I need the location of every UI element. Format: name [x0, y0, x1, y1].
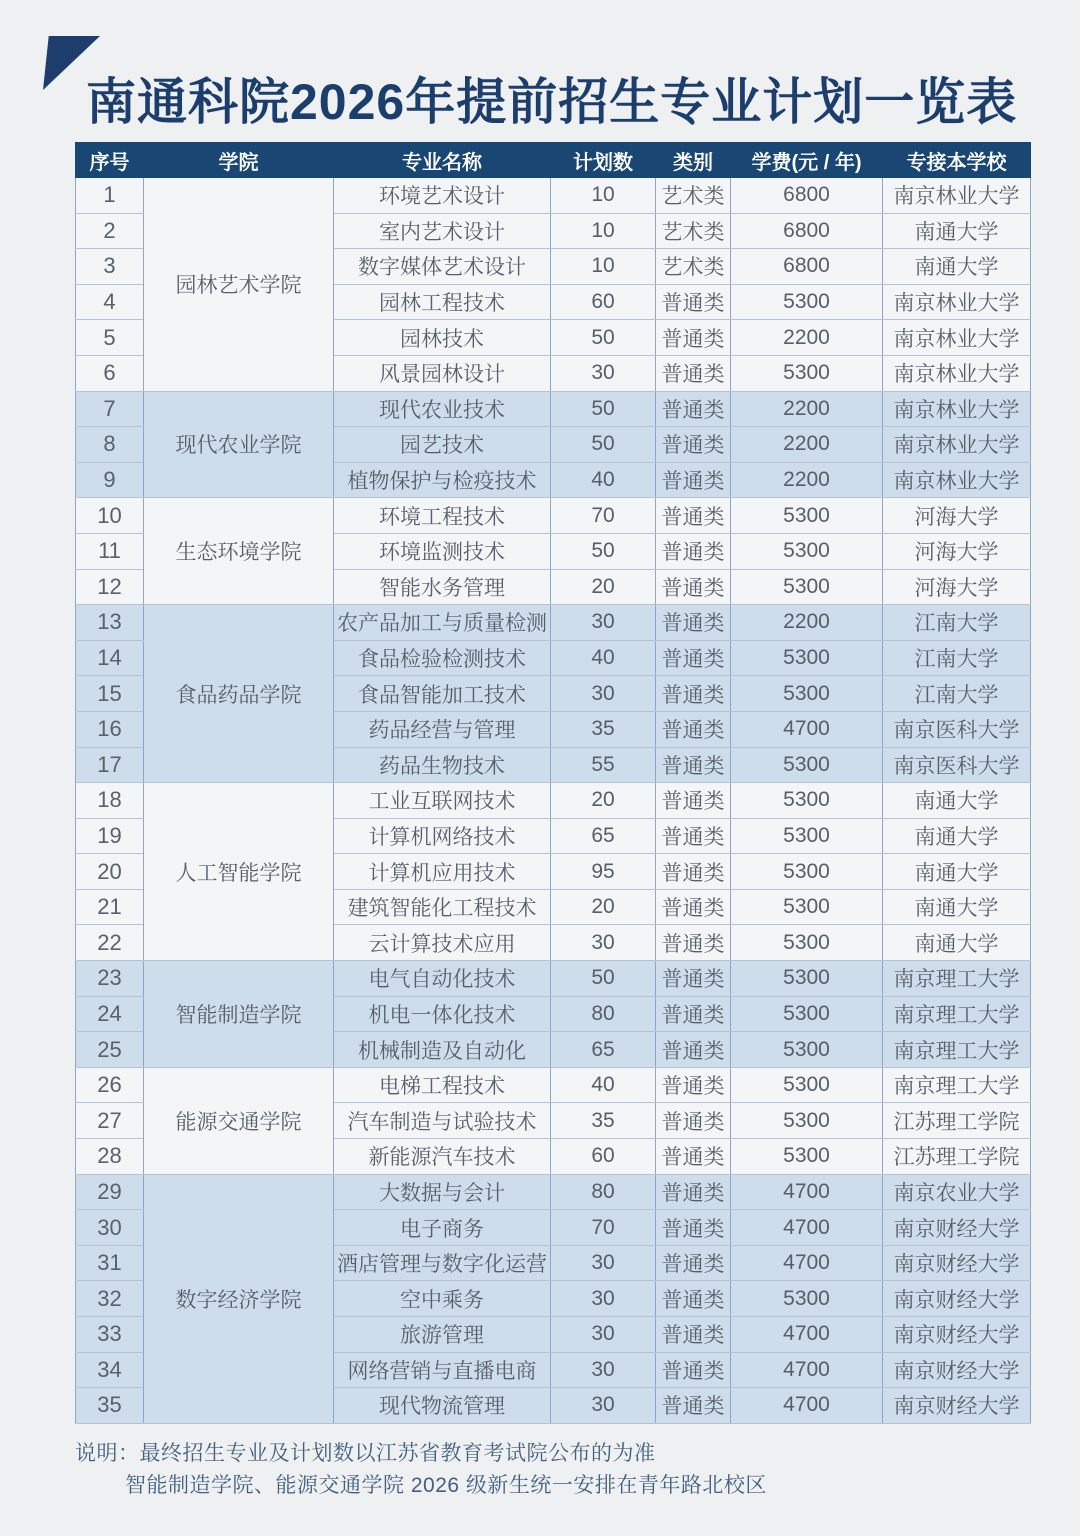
table-row	[76, 605, 1031, 641]
row-number-cell: 19	[76, 818, 144, 854]
table-row	[76, 1174, 1031, 1210]
fee-cell: 4700	[731, 711, 883, 747]
row-number-cell: 24	[76, 996, 144, 1032]
school-cell: 江南大学	[883, 640, 1031, 676]
school-cell: 南京医科大学	[883, 747, 1031, 783]
school-cell: 南京理工大学	[883, 1032, 1031, 1068]
major-cell: 电梯工程技术	[334, 1067, 551, 1103]
college-cell: 现代农业学院	[144, 391, 334, 498]
category-cell: 普通类	[656, 1067, 731, 1103]
major-cell: 药品生物技术	[334, 747, 551, 783]
plan-count-cell: 50	[551, 320, 656, 356]
school-cell: 江南大学	[883, 605, 1031, 641]
category-cell: 艺术类	[656, 249, 731, 285]
fee-cell: 5300	[731, 818, 883, 854]
fee-cell: 4700	[731, 1174, 883, 1210]
major-cell: 室内艺术设计	[334, 213, 551, 249]
major-cell: 工业互联网技术	[334, 783, 551, 819]
plan-count-cell: 10	[551, 178, 656, 214]
fee-cell: 5300	[731, 355, 883, 391]
row-number-cell: 11	[76, 533, 144, 569]
school-cell: 南通大学	[883, 818, 1031, 854]
school-cell: 南京林业大学	[883, 427, 1031, 463]
category-cell: 普通类	[656, 355, 731, 391]
fee-cell: 5300	[731, 498, 883, 534]
category-cell: 艺术类	[656, 213, 731, 249]
row-number-cell: 5	[76, 320, 144, 356]
plan-count-cell: 65	[551, 818, 656, 854]
college-cell: 能源交通学院	[144, 1067, 334, 1174]
school-cell: 江苏理工学院	[883, 1103, 1031, 1139]
plan-count-cell: 20	[551, 783, 656, 819]
school-cell: 南通大学	[883, 213, 1031, 249]
major-cell: 云计算技术应用	[334, 925, 551, 961]
school-cell: 南通大学	[883, 889, 1031, 925]
plan-table	[75, 142, 1031, 1424]
plan-count-cell: 10	[551, 249, 656, 285]
major-cell: 旅游管理	[334, 1317, 551, 1353]
fee-cell: 5300	[731, 676, 883, 712]
row-number-cell: 33	[76, 1317, 144, 1353]
plan-count-cell: 30	[551, 925, 656, 961]
category-cell: 普通类	[656, 1352, 731, 1388]
major-cell: 食品智能加工技术	[334, 676, 551, 712]
major-cell: 计算机应用技术	[334, 854, 551, 890]
major-cell: 机械制造及自动化	[334, 1032, 551, 1068]
school-cell: 南通大学	[883, 925, 1031, 961]
major-cell: 风景园林设计	[334, 355, 551, 391]
category-cell: 普通类	[656, 427, 731, 463]
major-cell: 大数据与会计	[334, 1174, 551, 1210]
major-cell: 环境艺术设计	[334, 178, 551, 214]
table-row	[76, 391, 1031, 427]
major-cell: 园林技术	[334, 320, 551, 356]
major-cell: 汽车制造与试验技术	[334, 1103, 551, 1139]
college-cell: 食品药品学院	[144, 605, 334, 783]
category-cell: 普通类	[656, 676, 731, 712]
fee-cell: 6800	[731, 178, 883, 214]
table-row	[76, 178, 1031, 214]
school-cell: 河海大学	[883, 498, 1031, 534]
fee-cell: 4700	[731, 1210, 883, 1246]
row-number-cell: 28	[76, 1139, 144, 1175]
notes	[75, 1438, 767, 1502]
row-number-cell: 7	[76, 391, 144, 427]
row-number-cell: 20	[76, 854, 144, 890]
fee-cell: 4700	[731, 1245, 883, 1281]
category-cell: 普通类	[656, 996, 731, 1032]
major-cell: 酒店管理与数字化运营	[334, 1245, 551, 1281]
row-number-cell: 14	[76, 640, 144, 676]
category-cell: 普通类	[656, 1245, 731, 1281]
plan-count-cell: 30	[551, 1281, 656, 1317]
school-cell: 江苏理工学院	[883, 1139, 1031, 1175]
fee-cell: 5300	[731, 640, 883, 676]
plan-count-cell: 30	[551, 1352, 656, 1388]
major-cell: 数字媒体艺术设计	[334, 249, 551, 285]
row-number-cell: 35	[76, 1388, 144, 1424]
row-number-cell: 3	[76, 249, 144, 285]
school-cell: 南京理工大学	[883, 961, 1031, 997]
major-cell: 电气自动化技术	[334, 961, 551, 997]
plan-count-cell: 20	[551, 569, 656, 605]
category-cell: 普通类	[656, 1103, 731, 1139]
row-number-cell: 15	[76, 676, 144, 712]
major-cell: 农产品加工与质量检测	[334, 605, 551, 641]
major-cell: 园林工程技术	[334, 284, 551, 320]
category-cell: 普通类	[656, 320, 731, 356]
fee-cell: 5300	[731, 569, 883, 605]
row-number-cell: 25	[76, 1032, 144, 1068]
plan-count-cell: 35	[551, 1103, 656, 1139]
table-row	[76, 783, 1031, 819]
category-cell: 普通类	[656, 889, 731, 925]
college-cell: 智能制造学院	[144, 961, 334, 1068]
row-number-cell: 1	[76, 178, 144, 214]
row-number-cell: 4	[76, 284, 144, 320]
fee-cell: 2200	[731, 427, 883, 463]
category-cell: 普通类	[656, 1388, 731, 1424]
school-cell: 江南大学	[883, 676, 1031, 712]
plan-count-cell: 50	[551, 961, 656, 997]
fee-cell: 2200	[731, 462, 883, 498]
school-cell: 河海大学	[883, 533, 1031, 569]
fee-cell: 5300	[731, 783, 883, 819]
category-cell: 普通类	[656, 605, 731, 641]
row-number-cell: 2	[76, 213, 144, 249]
plan-count-cell: 40	[551, 640, 656, 676]
plan-count-cell: 20	[551, 889, 656, 925]
category-cell: 普通类	[656, 284, 731, 320]
fee-cell: 4700	[731, 1317, 883, 1353]
major-cell: 机电一体化技术	[334, 996, 551, 1032]
category-cell: 普通类	[656, 1174, 731, 1210]
category-cell: 普通类	[656, 925, 731, 961]
category-cell: 艺术类	[656, 178, 731, 214]
major-cell: 园艺技术	[334, 427, 551, 463]
school-cell: 河海大学	[883, 569, 1031, 605]
page-title: 南通科院2026年提前招生专业计划一览表	[86, 74, 1018, 130]
plan-count-cell: 30	[551, 355, 656, 391]
table-row	[76, 1067, 1031, 1103]
school-cell: 南京财经大学	[883, 1281, 1031, 1317]
school-cell: 南京理工大学	[883, 996, 1031, 1032]
fee-cell: 5300	[731, 925, 883, 961]
fee-cell: 6800	[731, 213, 883, 249]
school-cell: 南京财经大学	[883, 1352, 1031, 1388]
plan-count-cell: 50	[551, 533, 656, 569]
row-number-cell: 10	[76, 498, 144, 534]
table-row	[76, 498, 1031, 534]
fee-cell: 4700	[731, 1388, 883, 1424]
category-cell: 普通类	[656, 1139, 731, 1175]
row-number-cell: 6	[76, 355, 144, 391]
plan-count-cell: 30	[551, 1388, 656, 1424]
fee-cell: 5300	[731, 889, 883, 925]
major-cell: 药品经营与管理	[334, 711, 551, 747]
school-cell: 南京林业大学	[883, 355, 1031, 391]
fee-cell: 6800	[731, 249, 883, 285]
college-cell: 园林艺术学院	[144, 178, 334, 392]
school-cell: 南京财经大学	[883, 1317, 1031, 1353]
plan-count-cell: 30	[551, 1245, 656, 1281]
note-line-1: 说明：最终招生专业及计划数以江苏省教育考试院公布的为准	[75, 1442, 656, 1465]
note-line-2: 智能制造学院、能源交通学院 2026 级新生统一安排在青年路北校区	[125, 1474, 767, 1497]
category-cell: 普通类	[656, 498, 731, 534]
plan-count-cell: 40	[551, 462, 656, 498]
major-cell: 智能水务管理	[334, 569, 551, 605]
category-cell: 普通类	[656, 711, 731, 747]
col-header-fee: 学费(元 / 年)	[731, 143, 883, 178]
plan-count-cell: 30	[551, 605, 656, 641]
major-cell: 建筑智能化工程技术	[334, 889, 551, 925]
major-cell: 电子商务	[334, 1210, 551, 1246]
college-cell: 人工智能学院	[144, 783, 334, 961]
plan-count-cell: 60	[551, 1139, 656, 1175]
plan-count-cell: 70	[551, 1210, 656, 1246]
category-cell: 普通类	[656, 1032, 731, 1068]
fee-cell: 5300	[731, 1281, 883, 1317]
major-cell: 环境工程技术	[334, 498, 551, 534]
category-cell: 普通类	[656, 1210, 731, 1246]
category-cell: 普通类	[656, 1317, 731, 1353]
category-cell: 普通类	[656, 854, 731, 890]
plan-count-cell: 50	[551, 427, 656, 463]
school-cell: 南京农业大学	[883, 1174, 1031, 1210]
plan-count-cell: 80	[551, 996, 656, 1032]
row-number-cell: 12	[76, 569, 144, 605]
school-cell: 南京林业大学	[883, 320, 1031, 356]
row-number-cell: 22	[76, 925, 144, 961]
category-cell: 普通类	[656, 391, 731, 427]
col-header-no: 序号	[76, 143, 144, 178]
col-header-college: 学院	[144, 143, 334, 178]
fee-cell: 5300	[731, 1067, 883, 1103]
fee-cell: 5300	[731, 1139, 883, 1175]
school-cell: 南京林业大学	[883, 462, 1031, 498]
category-cell: 普通类	[656, 818, 731, 854]
fee-cell: 5300	[731, 1032, 883, 1068]
row-number-cell: 8	[76, 427, 144, 463]
fee-cell: 2200	[731, 391, 883, 427]
plan-count-cell: 30	[551, 676, 656, 712]
row-number-cell: 26	[76, 1067, 144, 1103]
school-cell: 南京理工大学	[883, 1067, 1031, 1103]
school-cell: 南京林业大学	[883, 178, 1031, 214]
fee-cell: 5300	[731, 996, 883, 1032]
major-cell: 现代农业技术	[334, 391, 551, 427]
fee-cell: 5300	[731, 1103, 883, 1139]
row-number-cell: 30	[76, 1210, 144, 1246]
fee-cell: 5300	[731, 961, 883, 997]
plan-count-cell: 60	[551, 284, 656, 320]
major-cell: 空中乘务	[334, 1281, 551, 1317]
category-cell: 普通类	[656, 462, 731, 498]
plan-count-cell: 80	[551, 1174, 656, 1210]
major-cell: 植物保护与检疫技术	[334, 462, 551, 498]
college-cell: 生态环境学院	[144, 498, 334, 605]
major-cell: 现代物流管理	[334, 1388, 551, 1424]
fee-cell: 2200	[731, 320, 883, 356]
category-cell: 普通类	[656, 961, 731, 997]
major-cell: 环境监测技术	[334, 533, 551, 569]
plan-count-cell: 70	[551, 498, 656, 534]
col-header-school: 专接本学校	[883, 143, 1031, 178]
fee-cell: 5300	[731, 533, 883, 569]
category-cell: 普通类	[656, 783, 731, 819]
fee-cell: 4700	[731, 1352, 883, 1388]
row-number-cell: 18	[76, 783, 144, 819]
row-number-cell: 29	[76, 1174, 144, 1210]
fee-cell: 2200	[731, 605, 883, 641]
col-header-plan: 计划数	[551, 143, 656, 178]
major-cell: 计算机网络技术	[334, 818, 551, 854]
category-cell: 普通类	[656, 640, 731, 676]
row-number-cell: 32	[76, 1281, 144, 1317]
school-cell: 南京财经大学	[883, 1210, 1031, 1246]
col-header-major: 专业名称	[334, 143, 551, 178]
row-number-cell: 31	[76, 1245, 144, 1281]
fee-cell: 5300	[731, 854, 883, 890]
school-cell: 南京林业大学	[883, 391, 1031, 427]
fee-cell: 5300	[731, 747, 883, 783]
plan-count-cell: 30	[551, 1317, 656, 1353]
row-number-cell: 9	[76, 462, 144, 498]
plan-count-cell: 10	[551, 213, 656, 249]
major-cell: 食品检验检测技术	[334, 640, 551, 676]
row-number-cell: 16	[76, 711, 144, 747]
category-cell: 普通类	[656, 1281, 731, 1317]
row-number-cell: 13	[76, 605, 144, 641]
row-number-cell: 23	[76, 961, 144, 997]
table-row	[76, 961, 1031, 997]
school-cell: 南通大学	[883, 249, 1031, 285]
college-cell: 数字经济学院	[144, 1174, 334, 1423]
plan-count-cell: 95	[551, 854, 656, 890]
category-cell: 普通类	[656, 569, 731, 605]
plan-count-cell: 50	[551, 391, 656, 427]
row-number-cell: 34	[76, 1352, 144, 1388]
plan-count-cell: 55	[551, 747, 656, 783]
col-header-category: 类别	[656, 143, 731, 178]
school-cell: 南通大学	[883, 783, 1031, 819]
plan-count-cell: 65	[551, 1032, 656, 1068]
school-cell: 南京财经大学	[883, 1388, 1031, 1424]
table-header-row	[76, 143, 1031, 178]
school-cell: 南通大学	[883, 854, 1031, 890]
row-number-cell: 21	[76, 889, 144, 925]
category-cell: 普通类	[656, 533, 731, 569]
school-cell: 南京医科大学	[883, 711, 1031, 747]
row-number-cell: 27	[76, 1103, 144, 1139]
fee-cell: 5300	[731, 284, 883, 320]
plan-count-cell: 40	[551, 1067, 656, 1103]
major-cell: 网络营销与直播电商	[334, 1352, 551, 1388]
school-cell: 南京财经大学	[883, 1245, 1031, 1281]
major-cell: 新能源汽车技术	[334, 1139, 551, 1175]
row-number-cell: 17	[76, 747, 144, 783]
category-cell: 普通类	[656, 747, 731, 783]
school-cell: 南京林业大学	[883, 284, 1031, 320]
plan-count-cell: 35	[551, 711, 656, 747]
